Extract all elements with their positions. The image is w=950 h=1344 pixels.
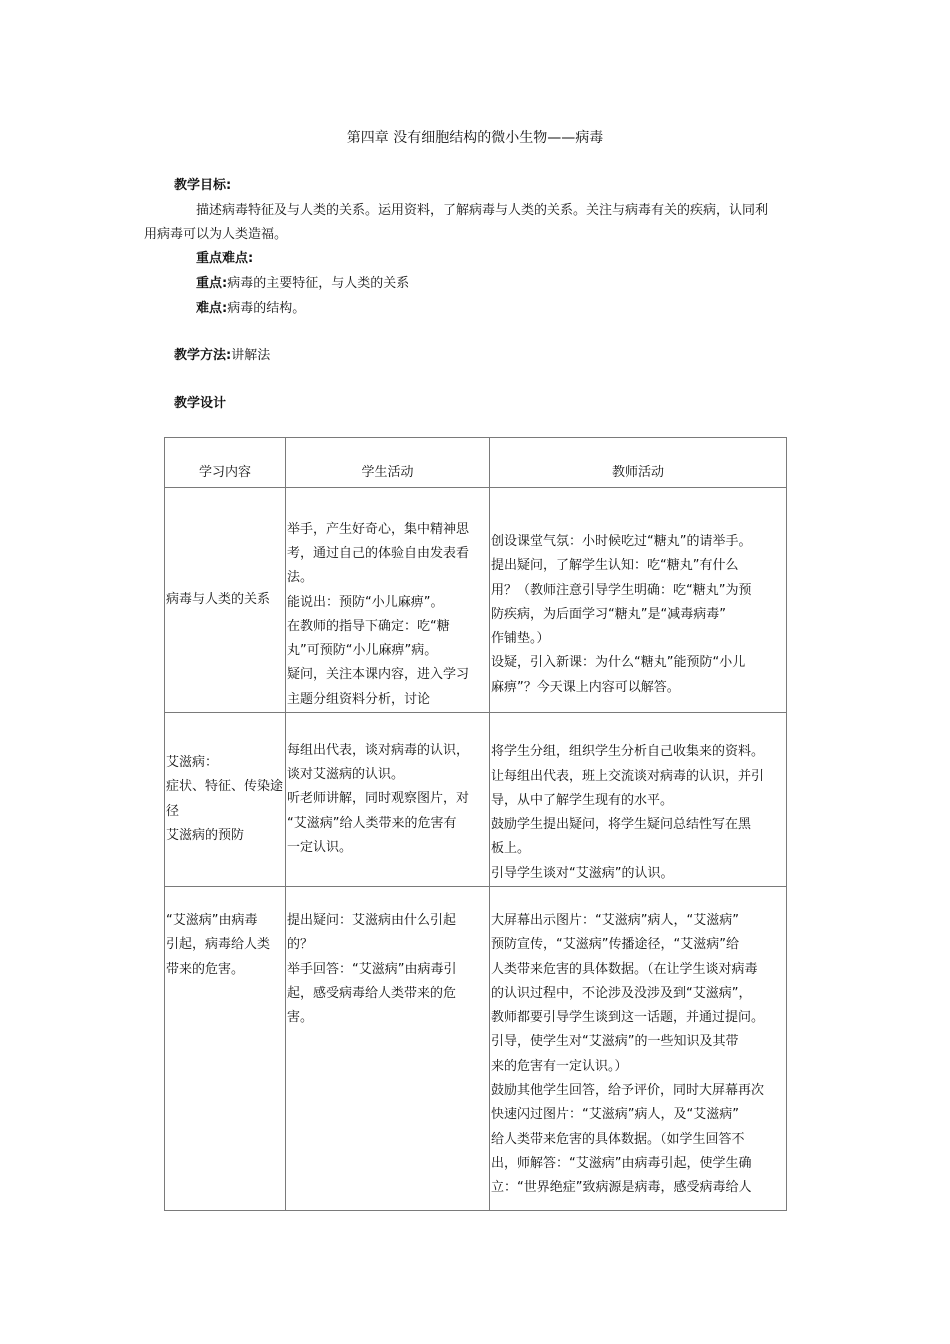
cell-line: 每组出代表，谈对病毒的认识， [287,742,470,758]
cell-line: 举手回答：“艾滋病”由病毒引 [287,961,457,977]
cell-line: 的认识过程中，不论涉及没涉及到“艾滋病”， [491,985,752,1001]
cell-line: 一定认识。 [287,839,353,855]
cell-line: 引导，使学生对“艾滋病”的一些知识及其带 [491,1034,739,1050]
cell-line: 法。 [287,570,314,586]
cell-line: 引起，病毒给人类 [166,937,271,953]
cell-line: 防疾病，为后面学习“糖丸”是“减毒病毒” [491,606,726,622]
focus-text: 病毒的主要特征，与人类的关系 [227,276,410,291]
objectives-text-line2: 用病毒可以为人类造福。 [144,227,288,242]
cell-line: 鼓励其他学生回答，给予评价，同时大屏幕再次 [491,1083,765,1099]
cell-line: 麻痹”？今天课上内容可以解答。 [491,679,680,695]
cell-line: 出，师解答：“艾滋病”由病毒引起，使学生确 [491,1155,752,1171]
cell-line: 艾滋病： [166,754,219,770]
cell-line: 提出疑问，了解学生认知：吃“糖丸”有什么 [491,558,739,574]
cell-line: 丸”可预防“小儿麻痹”病。 [287,643,438,659]
cell-line: 来的危害有一定认识。） [491,1058,628,1074]
cell-line: 考，通过自己的体验自由发表看 [287,545,470,561]
cell-line: 将学生分组，组织学生分析自己收集来的资料。 [491,744,765,760]
cell-line: 给人类带来危害的具体数据。（如学生回答不 [491,1131,745,1147]
student-activity-cell [286,488,490,713]
cell-line: 起，感受病毒给人类带来的危 [287,985,457,1001]
cell-line: 创设课堂气氛：小时候吃过“糖丸”的请举手。 [491,533,752,549]
cell-line: 快速闪过图片：“艾滋病”病人，及“艾滋病” [491,1107,739,1123]
objectives-heading: 教学目标: [174,178,232,193]
difficulty-text: 病毒的结构。 [227,301,306,316]
cell-line: 的？ [287,937,314,953]
cell-line: 带来的危害。 [166,961,245,977]
cell-line: 用？（教师注意引导学生明确：吃“糖丸”为预 [491,582,752,598]
cell-line: 板上。 [491,841,531,857]
cell-line: 让每组出代表，班上交流谈对病毒的认识，并引 [491,768,765,784]
cell-line: 病毒与人类的关系 [166,591,271,607]
cell-line: 引导学生谈对“艾滋病”的认识。 [491,865,674,881]
content-cell [165,713,286,887]
cell-line: 预防宣传，“艾滋病”传播途径，“艾滋病”给 [491,937,739,953]
method-text: 讲解法 [231,348,271,363]
header-content: 学习内容 [165,438,286,488]
method-line [174,346,270,366]
page-title: 第四章 没有细胞结构的微小生物——病毒 [346,130,604,146]
table-row [165,887,787,1211]
student-activity-cell [286,713,490,887]
teacher-activity-cell [490,887,787,1211]
cell-line: 设疑，引入新课：为什么“糖丸”能预防“小儿 [491,655,746,671]
cell-line: 听老师讲解，同时观察图片，对 [287,791,470,807]
content-cell [165,887,286,1211]
content-cell [165,488,286,713]
cell-line: 艾滋病的预防 [166,827,245,843]
key-points-heading: 重点难点: [196,251,254,266]
cell-line: 害。 [287,1010,314,1026]
teacher-activity-cell [490,488,787,713]
cell-line: 提出疑问：艾滋病由什么引起 [287,913,457,928]
cell-line: 大屏幕出示图片：“艾滋病”病人，“艾滋病” [491,913,739,928]
teaching-design-table [164,437,787,1211]
student-activity-cell [286,887,490,1211]
cell-line: 作铺垫。） [491,631,550,647]
objectives-text-line1: 描述病毒特征及与人类的关系。运用资料，了解病毒与人类的关系。关注与病毒有关的疾病，认同利 [196,203,769,218]
focus-label: 重点: [196,276,228,291]
teacher-activity-cell [490,713,787,887]
cell-line: 主题分组资料分析，讨论 [287,691,431,707]
table-row [165,713,787,887]
header-teacher-activity: 教师活动 [490,438,787,488]
method-label: 教学方法: [174,348,232,363]
difficulty-line [196,299,305,319]
cell-line: 鼓励学生提出疑问，将学生疑问总结性写在黑 [491,817,752,833]
cell-line: 人类带来危害的具体数据。（在让学生谈对病毒 [491,961,758,977]
cell-line: 导，从中了解学生现有的水平。 [491,792,674,808]
cell-line: 症状、特征、传染途 [166,779,284,795]
cell-line: 谈对艾滋病的认识。 [287,767,405,783]
cell-line: 径 [166,803,180,819]
design-heading: 教学设计 [174,396,227,411]
cell-line: 在教师的指导下确定：吃“糖 [287,618,450,634]
cell-line: 能说出：预防“小儿麻痹”。 [287,594,444,610]
table-header-row [165,438,787,488]
focus-line [196,274,409,294]
header-student-activity: 学生活动 [286,438,490,488]
cell-line: 疑问，关注本课内容，进入学习 [287,667,470,683]
cell-line: 举手，产生好奇心，集中精神思 [287,521,470,537]
cell-line: “艾滋病”给人类带来的危害有 [287,815,457,831]
cell-line: “艾滋病”由病毒 [166,913,258,928]
difficulty-label: 难点: [196,301,228,316]
cell-line: 立：“世界绝症”致病源是病毒，感受病毒给人 [491,1180,752,1196]
table-row [165,488,787,713]
cell-line: 教师都要引导学生谈到这一话题，并通过提问。 [491,1010,765,1026]
